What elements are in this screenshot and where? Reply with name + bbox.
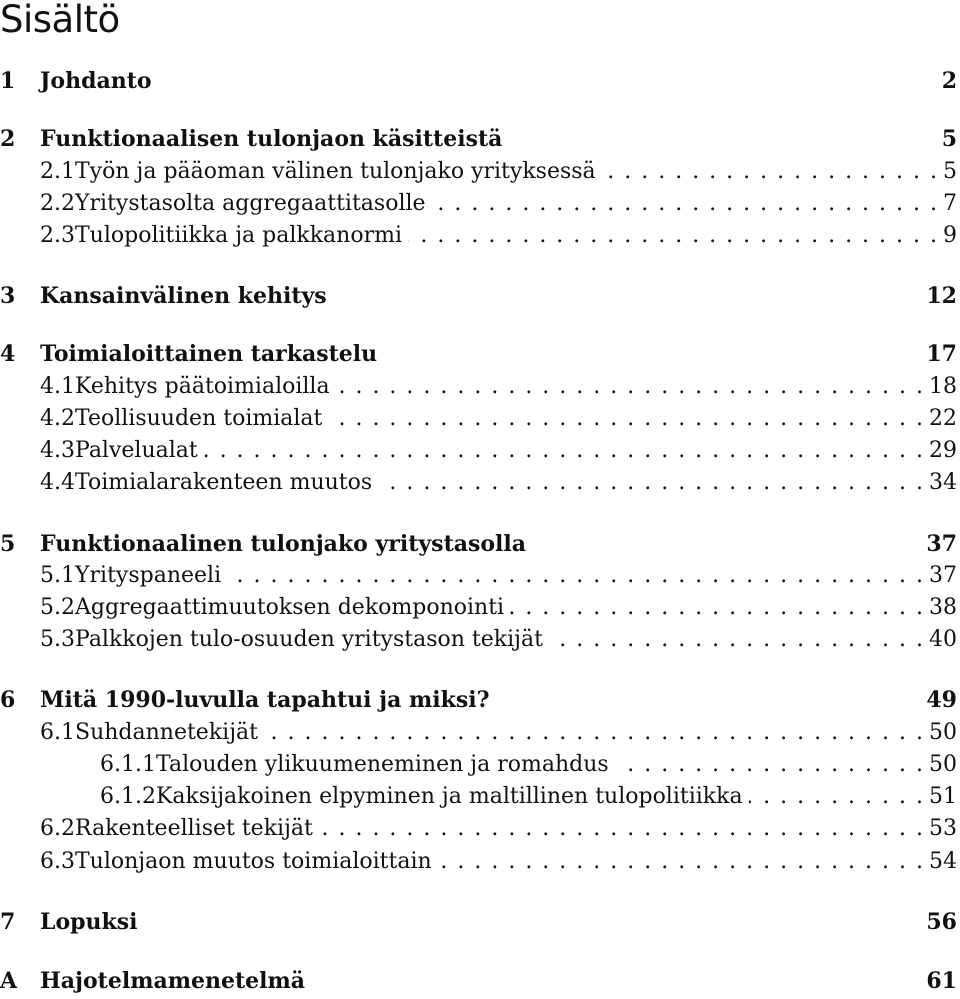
dot-leader: [749, 783, 923, 811]
dot-leader: [336, 373, 923, 401]
toc-entry-number: 6: [0, 687, 16, 713]
toc-entry-page: 17: [926, 341, 957, 367]
dot-leader: [438, 848, 923, 876]
toc-entry-page: 34: [929, 470, 957, 495]
toc-entry-number: 3: [0, 283, 16, 309]
toc-entry-page: 2: [941, 68, 957, 94]
toc-entry-label: Rakenteelliset tekijät: [75, 816, 313, 841]
dot-leader: [204, 437, 923, 465]
toc-entry-section[interactable]: [0, 594, 957, 622]
toc-entry-chapter[interactable]: [0, 67, 957, 95]
toc-entry-label: Suhdannetekijät: [75, 720, 258, 745]
toc-entry-number: 6.2: [40, 816, 75, 841]
toc-entry-number: 6.3: [40, 849, 75, 874]
toc-entry-label: Funktionaalinen tulonjako yritystasolla: [40, 531, 527, 557]
toc-entry-label: Lopuksi: [40, 909, 138, 935]
toc-entry-number: 4: [0, 341, 16, 367]
toc-entry-page: 7: [943, 191, 957, 216]
toc-entry-number: 7: [0, 909, 16, 935]
toc-entry-section[interactable]: [0, 815, 957, 843]
toc-entry-label: Hajotelmamenetelmä: [40, 968, 306, 994]
toc-entry-label: Johdanto: [40, 68, 152, 94]
toc-entry-page: 50: [929, 752, 957, 777]
toc-entry-page: 18: [929, 374, 957, 399]
dot-leader: [319, 815, 923, 843]
toc-entry-page: 49: [926, 687, 957, 713]
dot-leader: [615, 751, 923, 779]
toc-entry-page: 12: [926, 283, 957, 309]
toc-entry-label: Toimialoittainen tarkastelu: [40, 341, 378, 367]
dot-leader: [510, 594, 923, 622]
toc-entry-label: Kaksijakoinen elpyminen ja maltillinen tulopolitiikka: [155, 784, 743, 809]
toc-entry-label: Kansainvälinen kehitys: [40, 283, 327, 309]
toc-entry-subsection[interactable]: [0, 783, 957, 811]
dot-leader: [378, 469, 923, 497]
dot-leader: [408, 222, 937, 250]
toc-entry-page: 5: [943, 159, 957, 184]
toc-entry-label: Tulopolitiikka ja palkkanormi: [75, 223, 402, 248]
toc-entry-page: 9: [943, 223, 957, 248]
toc-entry-page: 51: [929, 784, 957, 809]
toc-entry-section[interactable]: [0, 626, 957, 654]
toc-entry-label: Funktionaalisen tulonjaon käsitteistä: [40, 126, 503, 152]
toc-entry-page: 53: [929, 816, 957, 841]
toc-entry-section[interactable]: [0, 437, 957, 465]
toc-entry-chapter[interactable]: [0, 282, 957, 310]
toc-entry-number: 2: [0, 126, 16, 152]
toc-entry-chapter[interactable]: [0, 340, 957, 368]
toc-entry-page: 40: [929, 627, 957, 652]
toc-entry-label: Yritystasolta aggregaattitasolle: [75, 191, 426, 216]
dot-leader: [227, 562, 923, 590]
toc-entry-label: Tulonjaon muutos toimialoittain: [75, 849, 432, 874]
toc-entry-number: 5.1: [40, 563, 75, 588]
toc-entry-section[interactable]: [0, 222, 957, 250]
toc-entry-section[interactable]: [0, 469, 957, 497]
toc-entry-number: 1: [0, 68, 16, 94]
toc-entry-chapter[interactable]: [0, 125, 957, 153]
toc-entry-number: 5.2: [40, 595, 75, 620]
dot-leader: [328, 405, 923, 433]
dot-leader: [432, 190, 937, 218]
toc-entry-page: 5: [941, 126, 957, 152]
toc-entry-label: Mitä 1990-luvulla tapahtui ja miksi?: [40, 687, 490, 713]
toc-entry-label: Palvelualat: [75, 438, 198, 463]
toc-entry-number: 2.2: [40, 191, 75, 216]
toc-entry-section[interactable]: [0, 848, 957, 876]
toc-entry-label: Kehitys päätoimialoilla: [75, 374, 330, 399]
toc-entry-number: 5: [0, 531, 16, 557]
toc-entry-number: 2.3: [40, 223, 75, 248]
toc-entry-number: A: [0, 968, 18, 994]
toc-entry-label: Teollisuuden toimialat: [75, 406, 323, 431]
toc-entry-chapter[interactable]: [0, 686, 957, 714]
toc-entry-section[interactable]: [0, 158, 957, 186]
toc-entry-number: 4.1: [40, 374, 75, 399]
toc-entry-section[interactable]: [0, 562, 957, 590]
toc-entry-chapter[interactable]: [0, 908, 957, 936]
toc-entry-number: 6.1: [40, 720, 75, 745]
toc-entry-section[interactable]: [0, 190, 957, 218]
toc-entry-label: Talouden ylikuumeneminen ja romahdus: [155, 752, 609, 777]
toc-entry-page: 50: [929, 720, 957, 745]
toc-entry-page: 22: [929, 406, 957, 431]
toc-entry-number: 2.1: [40, 159, 75, 184]
toc-entry-chapter[interactable]: [0, 967, 957, 995]
toc-entry-label: Työn ja pääoman välinen tulonjako yrityksessä: [75, 159, 596, 184]
toc-entry-label: Toimialarakenteen muutos: [75, 470, 373, 495]
toc-entry-page: 37: [929, 563, 957, 588]
toc-entry-number: 4.2: [40, 406, 75, 431]
toc-entry-subsection[interactable]: [0, 751, 957, 779]
toc-entry-page: 37: [926, 531, 957, 557]
toc-entry-number: 5.3: [40, 627, 75, 652]
toc-entry-section[interactable]: [0, 373, 957, 401]
toc-entry-number: 6.1.2: [100, 784, 156, 809]
toc-entry-page: 29: [929, 438, 957, 463]
toc-entry-section[interactable]: [0, 405, 957, 433]
toc-entry-label: Yrityspaneeli: [75, 563, 222, 588]
toc-entry-page: 56: [926, 909, 957, 935]
page-title: Sisältö: [0, 0, 120, 41]
toc-entry-section[interactable]: [0, 719, 957, 747]
toc-entry-chapter[interactable]: [0, 530, 957, 558]
dot-leader: [264, 719, 923, 747]
toc-entry-number: 4.3: [40, 438, 75, 463]
toc-entry-number: 4.4: [40, 470, 75, 495]
toc-entry-page: 38: [929, 595, 957, 620]
dot-leader: [602, 158, 937, 186]
toc-entry-page: 54: [929, 849, 957, 874]
toc-entry-number: 6.1.1: [100, 752, 156, 777]
toc-entry-label: Aggregaattimuutoksen dekomponointi: [75, 595, 505, 620]
toc-entry-page: 61: [926, 968, 957, 994]
dot-leader: [549, 626, 923, 654]
toc-entry-label: Palkkojen tulo-osuuden yritystason tekijät: [75, 627, 543, 652]
